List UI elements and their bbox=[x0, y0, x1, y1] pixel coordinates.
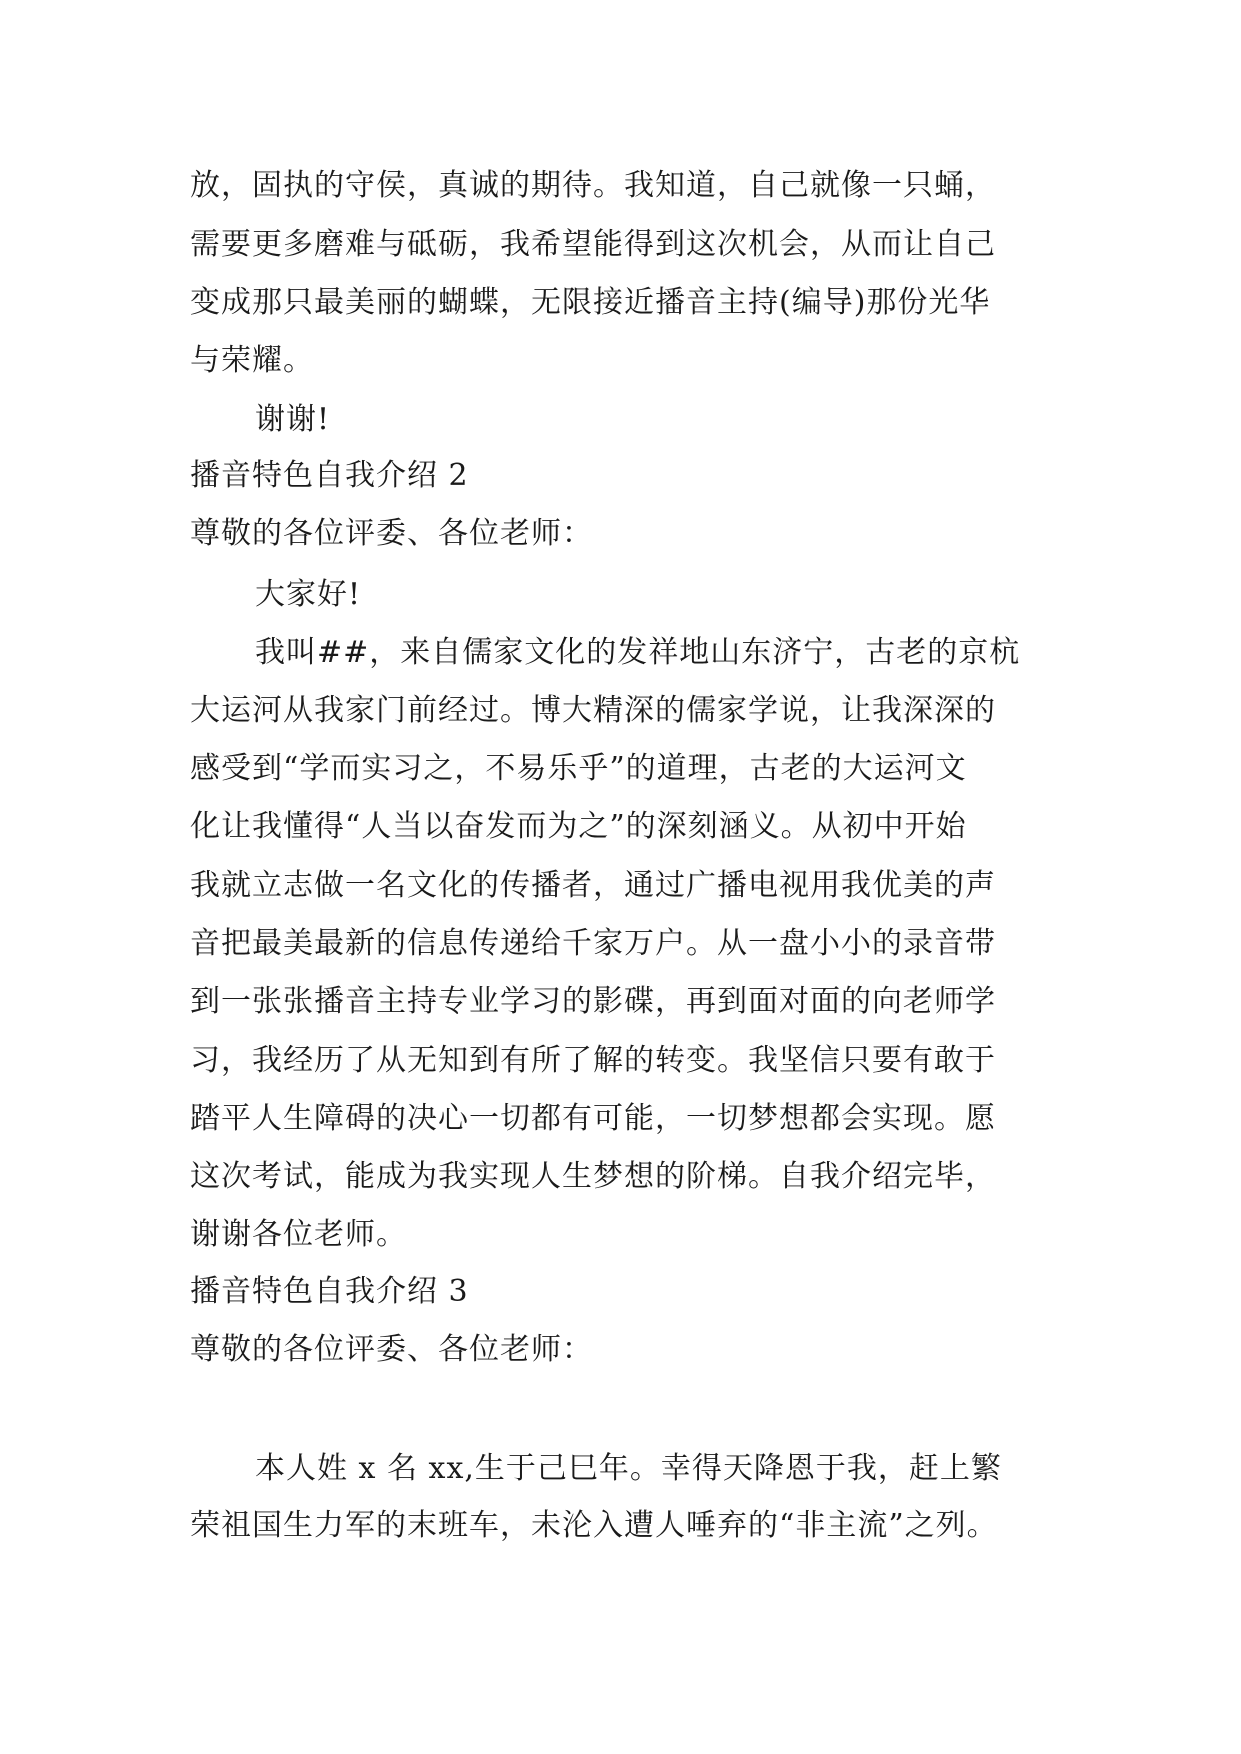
greeting: 大家好! bbox=[255, 577, 362, 612]
paragraph-line: 我就立志做一名文化的传播者，通过广播电视用我优美的声 bbox=[190, 868, 996, 903]
section-heading: 播音特色自我介绍 3 bbox=[190, 1274, 469, 1309]
section-heading: 播音特色自我介绍 2 bbox=[190, 458, 469, 493]
paragraph-line: 踏平人生障碍的决心一切都有可能，一切梦想都会实现。愿 bbox=[190, 1101, 996, 1136]
paragraph-line: 本人姓 x 名 xx,生于己巳年。幸得天降恩于我，赶上繁 bbox=[255, 1451, 1002, 1486]
paragraph-line: 感受到“学而实习之，不易乐乎”的道理，古老的大运河文 bbox=[190, 751, 967, 786]
paragraph-line: 音把最美最新的信息传递给千家万户。从一盘小小的录音带 bbox=[190, 926, 996, 961]
closing-thanks: 谢谢! bbox=[255, 402, 331, 437]
salutation: 尊敬的各位评委、各位老师： bbox=[190, 1332, 593, 1367]
paragraph-line: 到一张张播音主持专业学习的影碟，再到面对面的向老师学 bbox=[190, 984, 996, 1019]
paragraph-line: 谢谢各位老师。 bbox=[190, 1217, 407, 1252]
paragraph-line: 变成那只最美丽的蝴蝶，无限接近播音主持(编导)那份光华 bbox=[190, 285, 991, 320]
paragraph-line: 化让我懂得“人当以奋发而为之”的深刻涵义。从初中开始 bbox=[190, 809, 967, 844]
paragraph-line: 需要更多磨难与砥砺，我希望能得到这次机会，从而让自己 bbox=[190, 227, 996, 262]
paragraph-line: 习，我经历了从无知到有所了解的转变。我坚信只要有敢于 bbox=[190, 1043, 996, 1078]
paragraph-line: 荣祖国生力军的末班车，未沦入遭人唾弃的“非主流”之列。 bbox=[190, 1508, 998, 1543]
paragraph-line: 这次考试，能成为我实现人生梦想的阶梯。自我介绍完毕， bbox=[190, 1159, 996, 1194]
paragraph-line: 放，固执的守侯，真诚的期待。我知道，自己就像一只蛹， bbox=[190, 168, 996, 203]
salutation: 尊敬的各位评委、各位老师： bbox=[190, 516, 593, 551]
paragraph-line: 与荣耀。 bbox=[190, 343, 314, 378]
paragraph-line: 我叫##，来自儒家文化的发祥地山东济宁，古老的京杭 bbox=[255, 635, 1021, 670]
paragraph-line: 大运河从我家门前经过。博大精深的儒家学说，让我深深的 bbox=[190, 693, 996, 728]
